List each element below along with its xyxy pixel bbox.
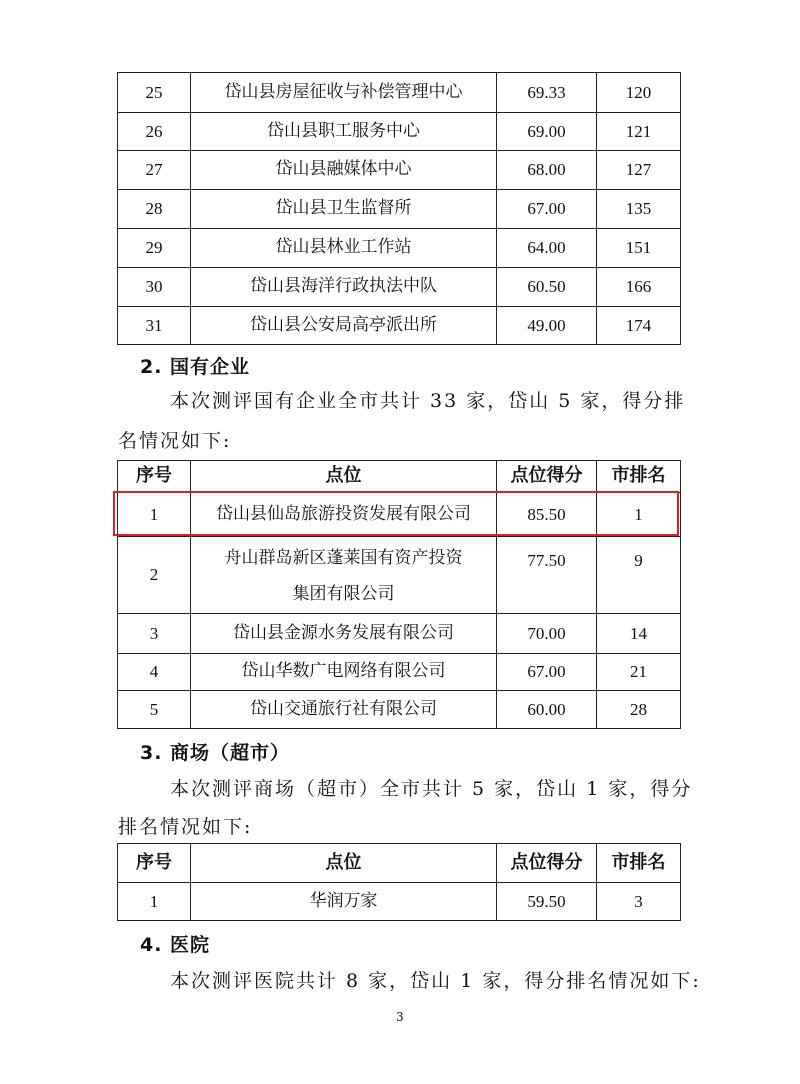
row-number: 1 bbox=[118, 883, 191, 921]
table-row bbox=[118, 229, 681, 268]
row-score: 67.00 bbox=[497, 654, 597, 691]
row-number: 28 bbox=[118, 190, 191, 229]
section-paragraph-line: 本次测评国有企业全市共计 33 家，岱山 5 家，得分排 bbox=[170, 390, 686, 412]
row-number: 26 bbox=[118, 113, 191, 151]
row-rank: 1 bbox=[597, 493, 681, 537]
row-rank: 121 bbox=[597, 113, 681, 151]
table-row bbox=[118, 691, 681, 729]
row-rank: 9 bbox=[597, 537, 681, 614]
table-row bbox=[118, 883, 681, 921]
row-score: 49.00 bbox=[497, 307, 597, 345]
row-rank: 166 bbox=[597, 268, 681, 307]
table-header-row bbox=[118, 844, 681, 883]
row-rank: 135 bbox=[597, 190, 681, 229]
section-paragraph-line: 本次测评医院共计 8 家，岱山 1 家，得分排名情况如下: bbox=[170, 970, 701, 992]
table-row bbox=[118, 614, 681, 654]
row-rank: 14 bbox=[597, 614, 681, 654]
section-heading-hospitals: 4. 医院 bbox=[140, 934, 211, 956]
row-name: 岱山县海洋行政执法中队 bbox=[191, 268, 497, 307]
section-heading-state-enterprises: 2. 国有企业 bbox=[140, 356, 251, 378]
row-name: 岱山县公安局高亭派出所 bbox=[191, 307, 497, 345]
header-number: 序号 bbox=[118, 844, 191, 883]
header-number: 序号 bbox=[118, 461, 191, 493]
row-number: 4 bbox=[118, 654, 191, 691]
header-name: 点位 bbox=[191, 844, 497, 883]
row-rank: 174 bbox=[597, 307, 681, 345]
row-score: 85.50 bbox=[497, 493, 597, 537]
row-score: 60.00 bbox=[497, 691, 597, 729]
row-score: 64.00 bbox=[497, 229, 597, 268]
row-rank: 120 bbox=[597, 73, 681, 113]
row-score: 67.00 bbox=[497, 190, 597, 229]
header-score: 点位得分 bbox=[497, 844, 597, 883]
row-name: 岱山县房屋征收与补偿管理中心 bbox=[191, 73, 497, 113]
row-name: 华润万家 bbox=[191, 883, 497, 921]
row-number: 31 bbox=[118, 307, 191, 345]
row-name bbox=[191, 537, 497, 614]
row-score: 60.50 bbox=[497, 268, 597, 307]
row-number: 2 bbox=[118, 537, 191, 614]
row-name: 岱山县金源水务发展有限公司 bbox=[191, 614, 497, 654]
row-number: 1 bbox=[118, 493, 191, 537]
row-score: 69.33 bbox=[497, 73, 597, 113]
row-name: 岱山县卫生监督所 bbox=[191, 190, 497, 229]
table-row bbox=[118, 151, 681, 190]
row-name-line: 舟山群岛新区蓬莱国有资产投资 bbox=[224, 548, 463, 568]
row-score: 69.00 bbox=[497, 113, 597, 151]
row-name: 岱山交通旅行社有限公司 bbox=[191, 691, 497, 729]
row-rank: 28 bbox=[597, 691, 681, 729]
row-rank: 21 bbox=[597, 654, 681, 691]
table-row bbox=[118, 268, 681, 307]
row-number: 30 bbox=[118, 268, 191, 307]
section-heading-shopping-malls: 3. 商场（超市） bbox=[140, 742, 291, 764]
row-number: 29 bbox=[118, 229, 191, 268]
page-number: 3 bbox=[396, 1010, 404, 1024]
section-paragraph-line: 名情况如下: bbox=[118, 430, 232, 452]
table-row bbox=[118, 307, 681, 345]
row-name: 岱山县职工服务中心 bbox=[191, 113, 497, 151]
highlight-box bbox=[113, 491, 679, 536]
table-row bbox=[118, 190, 681, 229]
row-name-line: 集团有限公司 bbox=[292, 584, 395, 604]
table-header-row bbox=[118, 461, 681, 493]
header-score: 点位得分 bbox=[497, 461, 597, 493]
table-shopping-malls bbox=[117, 843, 681, 921]
row-number: 27 bbox=[118, 151, 191, 190]
row-score: 77.50 bbox=[497, 537, 597, 614]
table-public-institutions bbox=[117, 72, 681, 345]
row-name: 岱山县林业工作站 bbox=[191, 229, 497, 268]
row-score: 70.00 bbox=[497, 614, 597, 654]
row-number: 25 bbox=[118, 73, 191, 113]
row-rank: 127 bbox=[597, 151, 681, 190]
table-row bbox=[118, 537, 681, 614]
row-name: 岱山华数广电网络有限公司 bbox=[191, 654, 497, 691]
section-paragraph-line: 排名情况如下: bbox=[118, 816, 253, 838]
header-rank: 市排名 bbox=[597, 844, 681, 883]
table-row bbox=[118, 73, 681, 113]
section-paragraph-line: 本次测评商场（超市）全市共计 5 家，岱山 1 家，得分 bbox=[170, 778, 693, 800]
table-row bbox=[118, 654, 681, 691]
row-score: 59.50 bbox=[497, 883, 597, 921]
table-row bbox=[118, 113, 681, 151]
row-score: 68.00 bbox=[497, 151, 597, 190]
row-name: 岱山县融媒体中心 bbox=[191, 151, 497, 190]
header-name: 点位 bbox=[191, 461, 497, 493]
row-number: 3 bbox=[118, 614, 191, 654]
row-number: 5 bbox=[118, 691, 191, 729]
row-rank: 3 bbox=[597, 883, 681, 921]
header-rank: 市排名 bbox=[597, 461, 681, 493]
row-name: 岱山县仙岛旅游投资发展有限公司 bbox=[191, 493, 497, 537]
row-rank: 151 bbox=[597, 229, 681, 268]
